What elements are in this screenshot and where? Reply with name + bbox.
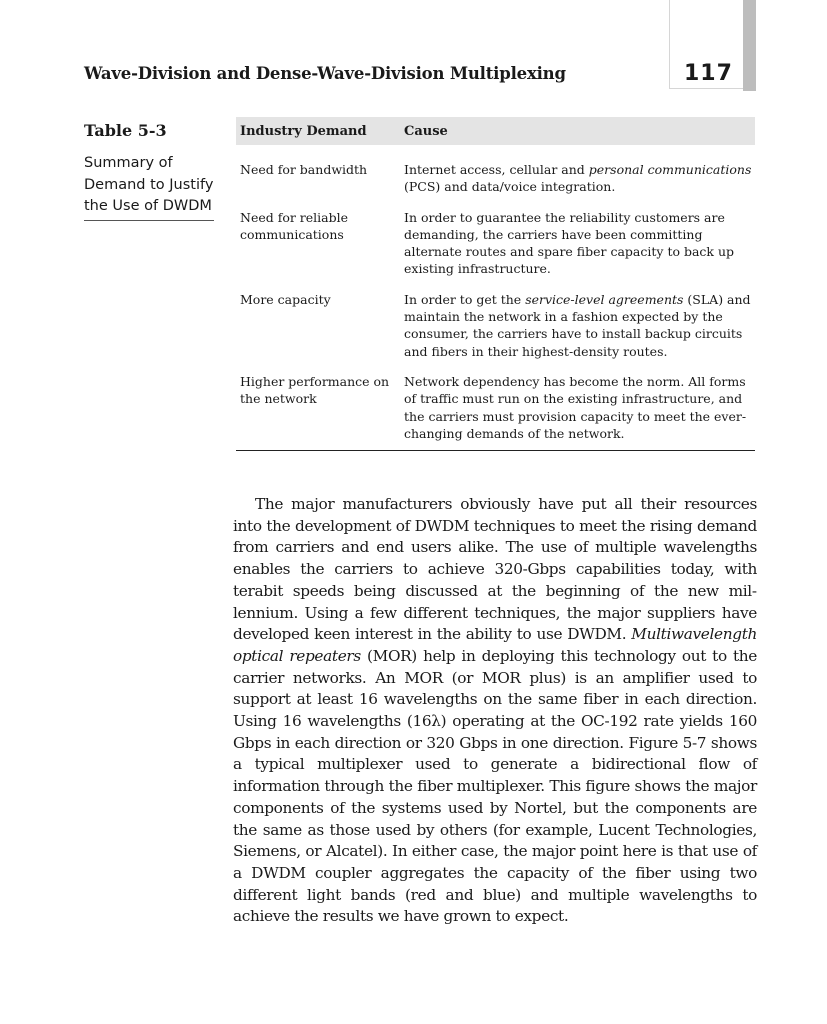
column-header-industry-demand: Industry Demand xyxy=(240,123,367,139)
demand-cell: Higher performance on the network xyxy=(240,373,390,407)
body-text-part: The major manufacturers obviously have put all their resources into the development of DWDM techniques to meet the rising demand from carriers and end users alike. The use of multiple wavelengths enables the carriers to achieve 320-Gbps capabilities today, with terabit speeds being discussed at the beginning of the new millennium. Using a few different techniques, the major suppliers have developed keen interest in the ability to use DWDM. xyxy=(233,495,757,644)
body-text-part: (MOR) help in deploying this technology out to the carrier networks. An MOR (or MOR plus) is an amplifier used to support at least 16 wavelengths on the same fiber in each direction. Using 16 wavelengths (16λ) operating at the OC-192 rate yields 160 Gbps in each direction or 320 Gbps in one direction. Figure 5-7 shows a typical multiplexer used to generate a bidirectional flow of information through the fiber multiplexer. This figure shows the major components of the systems used by Nortel, but the components are the same as those used by others (for example, Lucent Technologies, Siemens, or Alcatel). In either case, the major point here is that use of a DWDM coupler aggregates the capacity of the fiber using two different light bands (red and blue) and multiple wavelengths to achieve the results we have grown to expect. xyxy=(233,646,757,926)
cause-text: Network dependency has become the norm. All forms of traffic must run on the existing infrastructure, and the carriers must provision capacity to meet the everchanging demands of the network. xyxy=(404,373,747,441)
table-header-row xyxy=(236,117,755,145)
demand-table xyxy=(236,117,755,451)
body-paragraph xyxy=(233,494,757,928)
table-row xyxy=(236,373,755,442)
page-number: 117 xyxy=(684,61,733,86)
column-header-cause: Cause xyxy=(404,123,448,139)
cause-text: In order to get the xyxy=(404,291,526,307)
cause-italic-term: personal communications xyxy=(588,162,752,177)
cause-cell xyxy=(402,373,755,442)
cause-text: Internet access, cellular and xyxy=(404,162,589,177)
cause-cell xyxy=(402,291,755,360)
cause-text: (PCS) and data/voice integration. xyxy=(404,179,616,195)
cause-cell xyxy=(402,209,755,278)
cause-cell xyxy=(402,161,755,196)
table-caption-label: Table 5-3 xyxy=(84,121,167,140)
demand-cell: Need for reliable communications xyxy=(240,209,349,242)
table-row xyxy=(236,161,755,196)
demand-cell: Need for bandwidth xyxy=(240,162,368,177)
cause-text: (SLA) and maintain the network in a fashion expected by the consumer, the carriers have to install backup circuits and fibers in their highest-density routes. xyxy=(404,291,751,359)
cause-text: In order to guarantee the reliability customers are demanding, the carriers have been committing alternate routes and spare fiber capacity to back up existing infrastructure. xyxy=(404,209,735,277)
demand-cell: More capacity xyxy=(240,291,331,307)
body-italic-term: Multiwavelength optical repeaters xyxy=(233,625,757,665)
cause-italic-term: service-level agreements xyxy=(525,291,684,307)
running-title: Wave-Division and Dense-Wave-Division Multiplexing xyxy=(84,64,566,83)
table-caption-title: Summary of Demand to Justify the Use of DWDM xyxy=(84,153,214,221)
table-row xyxy=(236,291,755,360)
table-row xyxy=(236,209,755,278)
page-edge-tab xyxy=(743,0,756,91)
